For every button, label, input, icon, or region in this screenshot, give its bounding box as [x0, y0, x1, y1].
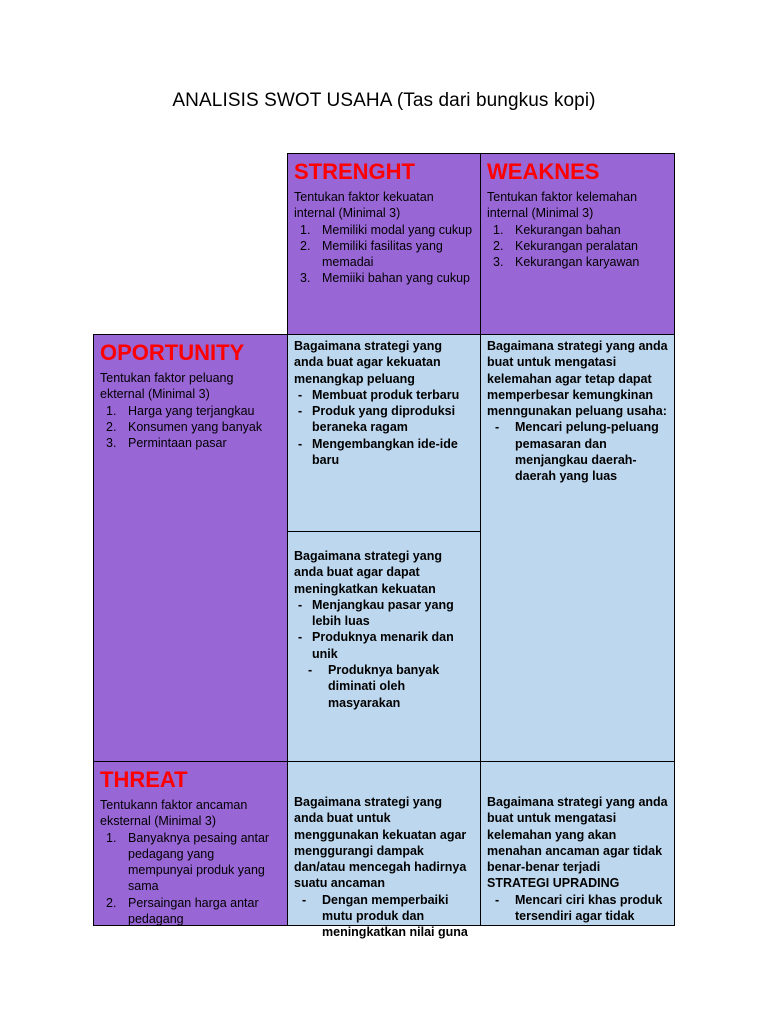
list-item: - Produknya banyak diminati oleh masyarakan: [308, 663, 440, 710]
list-item: 3. Permintaan pasar: [106, 436, 227, 451]
st-strategy-description: Bagaimana strategi yang anda buat untuk menggunakan kekuatan agar menggurangi dampak dan/atau mencegah hadirnya suatu ancaman: [294, 795, 467, 891]
list-item: - Dengan memperbaiki mutu produk dan meningkatkan nilai guna: [302, 892, 468, 940]
strength-strategy-description: Bagaimana strategi yang anda buat agar dapat meningkatkan kekuatan: [294, 549, 442, 596]
wo-strategy-description: Bagaimana strategi yang anda buat untuk mengatasi kelemahan agar tetap dapat memperbesar kemungkinan menngunakan peluang usaha:: [487, 339, 668, 419]
page-title: ANALISIS SWOT USAHA (Tas dari bungkus kopi): [172, 90, 596, 111]
st-strategy-cell: [287, 761, 481, 940]
strength-strategy-cell: [287, 531, 481, 762]
threat-description: Tentukann faktor ancaman eksternal (Minimal 3): [100, 798, 248, 829]
wo-strategy-cell: [480, 334, 675, 762]
st-strategy-list: [294, 892, 474, 941]
list-item: - Menjangkau pasar yang lebih luas: [298, 597, 454, 629]
list-item: - Mengembangkan ide-ide baru: [298, 436, 458, 468]
so-strategy-list: [294, 387, 474, 468]
list-item: - Produknya menarik dan unik: [298, 630, 454, 661]
so-strategy-cell: [287, 334, 481, 532]
strength-heading: STRENGHT: [294, 159, 415, 184]
wt-strategy-description: Bagaimana strategi yang anda buat untuk mengatasi kelemahan yang akan menahan ancaman agar tidak benar-benar terjadi: [487, 795, 668, 875]
strength-list: [294, 222, 474, 287]
wt-strategy-name: STRATEGI UPRADING: [487, 876, 620, 891]
list-item: 3. Memiiki bahan yang cukup: [300, 271, 470, 286]
weakness-cell: [480, 153, 675, 335]
list-item: 1. Memiliki modal yang cukup: [300, 222, 473, 237]
list-item: 2. Memiliki fasilitas yang memadai: [300, 238, 443, 270]
list-item: - Membuat produk terbaru: [298, 387, 460, 402]
list-item: - Produk yang diproduksi beraneka ragam: [298, 404, 456, 435]
list-item: - Mencari pelung-peluang pemasaran dan menjangkau daerah-daerah yang luas: [495, 420, 659, 484]
weakness-heading: WEAKNES: [487, 159, 600, 184]
list-item: 3. Kekurangan karyawan: [493, 255, 640, 270]
opportunity-heading: OPORTUNITY: [100, 340, 245, 365]
opportunity-list: [100, 403, 281, 452]
list-item: 2. Persaingan harga antar pedagang: [106, 895, 259, 927]
threat-list: [100, 830, 281, 928]
threat-cell: [93, 761, 288, 926]
list-item: - Mencari ciri khas produk tersendiri agar tidak: [495, 892, 663, 924]
opportunity-description: Tentukan faktor peluang ekternal (Minimal 3): [100, 371, 234, 402]
wo-strategy-list: [487, 419, 668, 484]
wt-strategy-cell: [480, 761, 675, 926]
weakness-list: [487, 222, 668, 271]
list-item: 1. Banyaknya pesaing antar pedagang yang mempunyai produk yang sama: [106, 830, 270, 894]
threat-heading: THREAT: [100, 767, 188, 792]
strength-cell: [287, 153, 481, 335]
strength-description: Tentukan faktor kekuatan internal (Minimal 3): [294, 190, 434, 221]
list-item: 2. Konsumen yang banyak: [106, 419, 263, 434]
list-item: 1. Harga yang terjangkau: [106, 403, 255, 418]
list-item: 1. Kekurangan bahan: [493, 222, 621, 237]
wt-strategy-list: [487, 892, 668, 925]
strength-strategy-list: [294, 597, 474, 711]
opportunity-cell: [93, 334, 288, 762]
list-item: 2. Kekurangan peralatan: [493, 238, 639, 253]
so-strategy-description: Bagaimana strategi yang anda buat agar kekuatan menangkap peluang: [294, 339, 442, 386]
weakness-description: Tentukan faktor kelemahan internal (Minimal 3): [487, 190, 638, 221]
